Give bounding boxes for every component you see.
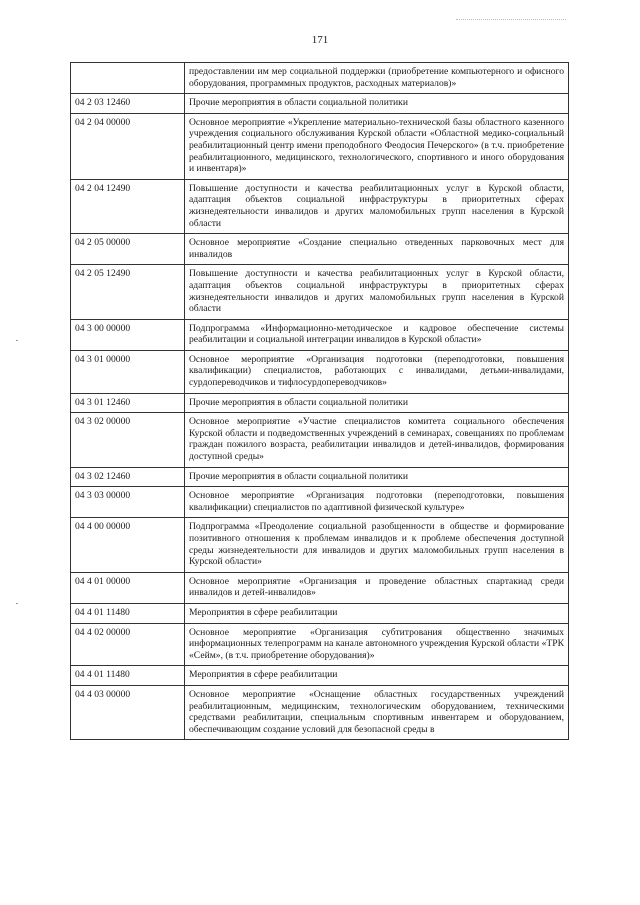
row-description: Мероприятия в сфере реабилитации xyxy=(185,603,569,623)
table-row xyxy=(71,393,569,413)
row-description: Основное мероприятие «Участие специалистов комитета социального обеспечения Курской области и подведомственных учреждений в семинарах, совещаниях по проблемам граждан пожилого возраста, реабилитации инвалидов и детей-инвалидов, формирования доступной среды» xyxy=(185,413,569,467)
row-code: 04 4 01 11480 xyxy=(71,666,185,686)
table-row xyxy=(71,572,569,603)
table-row xyxy=(71,623,569,666)
scan-speck xyxy=(16,340,18,341)
row-code: 04 2 04 00000 xyxy=(71,113,185,179)
row-code: 04 2 05 12490 xyxy=(71,265,185,319)
row-code: 04 3 02 12460 xyxy=(71,467,185,487)
row-code: 04 3 00 00000 xyxy=(71,319,185,350)
table-row xyxy=(71,63,569,94)
table-row xyxy=(71,666,569,686)
row-code: 04 4 01 00000 xyxy=(71,572,185,603)
row-code: 04 4 01 11480 xyxy=(71,603,185,623)
row-description: Основное мероприятие «Создание специально отведенных парковочных мест для инвалидов xyxy=(185,234,569,265)
table-row xyxy=(71,319,569,350)
row-description: Основное мероприятие «Укрепление материально-технической базы областного казенного учреждения социального обслуживания Курской области «Областной медико-социальный реабилитационный центр имени преподобного Феодосия Печерского» (в т.ч. приобретение реабилитационного, медицинского, технологического, спортивного и иного оборудования и инвентаря)» xyxy=(185,113,569,179)
row-code: 04 4 00 00000 xyxy=(71,518,185,572)
row-description: Подпрограмма «Преодоление социальной разобщенности в обществе и формирование позитивного отношения к проблемам инвалидов и к проблеме обеспечения доступной среды жизнедеятельности для инвалидов и других маломобильных групп населения в Курской области» xyxy=(185,518,569,572)
table-row xyxy=(71,113,569,179)
table-row xyxy=(71,487,569,518)
scan-speck xyxy=(16,603,18,604)
row-description: Прочие мероприятия в области социальной политики xyxy=(185,393,569,413)
scan-artifact-line xyxy=(456,19,566,20)
row-code xyxy=(71,63,185,94)
page-number: 171 xyxy=(311,34,329,46)
table-row xyxy=(71,234,569,265)
row-description: Основное мероприятие «Организация субтитрования общественно значимых информационных телепрограмм на канале автономного учреждения Курской области «ТРК «Сейм», (в т.ч. приобретение оборудования)» xyxy=(185,623,569,666)
budget-classification-table xyxy=(70,62,569,740)
table-row xyxy=(71,350,569,393)
row-description: Повышение доступности и качества реабилитационных услуг в Курской области, адаптация объектов социальной инфраструктуры в приоритетных сферах жизнедеятельности инвалидов и других маломобильных групп населения в Курской области xyxy=(185,179,569,233)
table-row xyxy=(71,94,569,114)
row-description: Мероприятия в сфере реабилитации xyxy=(185,666,569,686)
row-code: 04 4 03 00000 xyxy=(71,685,185,739)
table-row xyxy=(71,179,569,233)
table-row xyxy=(71,603,569,623)
row-description: Основное мероприятие «Организация подготовки (переподготовки, повышения квалификации) специалистов, работающих с инвалидами, детьми-инвалидами, сурдопереводчиков и тифлосурдопереводчиков» xyxy=(185,350,569,393)
row-code: 04 3 03 00000 xyxy=(71,487,185,518)
table-row xyxy=(71,467,569,487)
row-code: 04 2 05 00000 xyxy=(71,234,185,265)
table-row xyxy=(71,265,569,319)
row-description: Повышение доступности и качества реабилитационных услуг в Курской области, адаптация объектов социальной инфраструктуры в приоритетных сферах жизнедеятельности инвалидов и других маломобильных групп населения в Курской области xyxy=(185,265,569,319)
row-description: предоставлении им мер социальной поддержки (приобретение компьютерного и офисного оборудования, программных продуктов, расходных материалов)» xyxy=(185,63,569,94)
row-code: 04 4 02 00000 xyxy=(71,623,185,666)
table-row xyxy=(71,685,569,739)
row-description: Основное мероприятие «Организация подготовки (переподготовки, повышения квалификации) специалистов по адаптивной физической культуре» xyxy=(185,487,569,518)
row-code: 04 2 04 12490 xyxy=(71,179,185,233)
row-code: 04 2 03 12460 xyxy=(71,94,185,114)
row-code: 04 3 02 00000 xyxy=(71,413,185,467)
row-description: Прочие мероприятия в области социальной политики xyxy=(185,94,569,114)
row-code: 04 3 01 00000 xyxy=(71,350,185,393)
row-description: Основное мероприятие «Организация и проведение областных спартакиад среди инвалидов и детей-инвалидов» xyxy=(185,572,569,603)
row-description: Основное мероприятие «Оснащение областных государственных учреждений реабилитационным, медицинским, технологическим оборудованием, техническими средствами реабилитации, специальным спортивным инвентарем и оборудованием, обеспечивающим создание условий для безопасной среды в xyxy=(185,685,569,739)
table-row xyxy=(71,413,569,467)
row-description: Подпрограмма «Информационно-методическое и кадровое обеспечение системы реабилитации и социальной интеграции инвалидов в Курской области» xyxy=(185,319,569,350)
table-row xyxy=(71,518,569,572)
row-description: Прочие мероприятия в области социальной политики xyxy=(185,467,569,487)
row-code: 04 3 01 12460 xyxy=(71,393,185,413)
